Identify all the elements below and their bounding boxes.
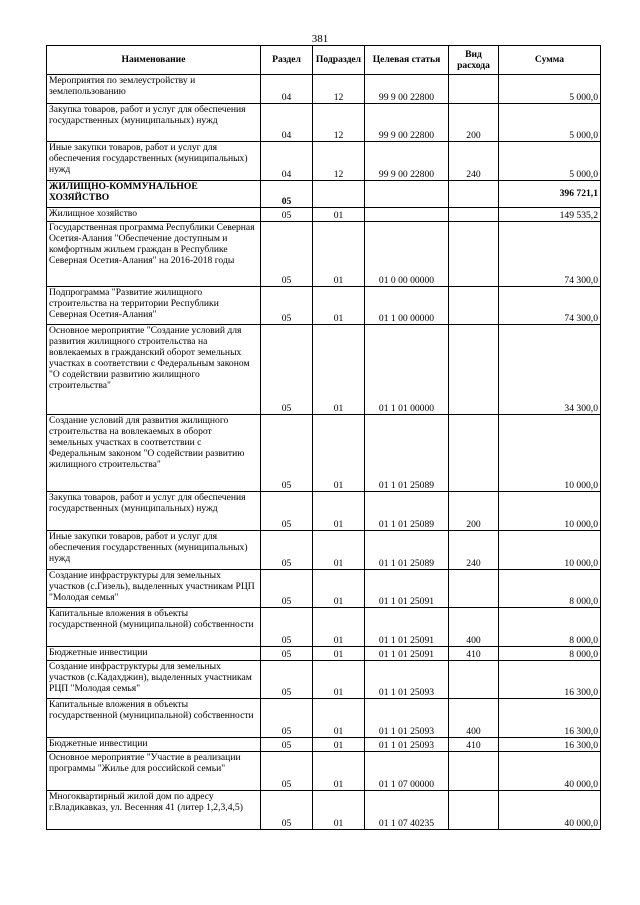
cell-target: 99 9 00 22800 [365, 142, 449, 181]
table-row [47, 570, 601, 608]
cell-subsection: 12 [313, 75, 365, 104]
cell-section: 05 [261, 531, 313, 570]
table-row [47, 791, 601, 830]
cell-section: 05 [261, 208, 313, 222]
cell-expense-type: 200 [449, 492, 499, 531]
cell-name: ЖИЛИЩНО-КОММУНАЛЬНОЕ ХОЗЯЙСТВО [47, 181, 261, 208]
cell-subsection: 01 [313, 647, 365, 661]
cell-target: 01 0 00 00000 [365, 222, 449, 287]
header-subsection: Подраздел [313, 46, 365, 75]
cell-expense-type: 240 [449, 531, 499, 570]
cell-amount: 8 000,0 [499, 570, 601, 608]
cell-section: 05 [261, 492, 313, 531]
cell-subsection: 01 [313, 415, 365, 492]
cell-amount: 74 300,0 [499, 222, 601, 287]
cell-expense-type [449, 570, 499, 608]
cell-target: 01 1 01 25089 [365, 531, 449, 570]
cell-target: 01 1 01 00000 [365, 325, 449, 415]
cell-subsection: 01 [313, 661, 365, 699]
cell-name: Создание инфраструктуры для земельных участков (с.Гизель), выделенных участникам РЦП "Молодая семья" [47, 570, 261, 608]
cell-subsection: 01 [313, 791, 365, 830]
cell-name: Закупка товаров, работ и услуг для обеспечения государственных (муниципальных) нужд [47, 104, 261, 142]
cell-expense-type [449, 208, 499, 222]
cell-target: 01 1 01 25091 [365, 647, 449, 661]
header-expense-type: Вид расхода [449, 46, 499, 75]
cell-target: 01 1 01 25091 [365, 608, 449, 647]
table-row [47, 415, 601, 492]
cell-section: 05 [261, 608, 313, 647]
table-row [47, 222, 601, 287]
cell-expense-type [449, 287, 499, 325]
cell-section: 04 [261, 75, 313, 104]
cell-subsection: 12 [313, 142, 365, 181]
cell-target: 01 1 01 25089 [365, 492, 449, 531]
cell-section: 05 [261, 570, 313, 608]
cell-amount: 16 300,0 [499, 661, 601, 699]
cell-subsection: 01 [313, 699, 365, 738]
cell-target: 01 1 07 40235 [365, 791, 449, 830]
table-row [47, 492, 601, 531]
cell-target: 01 1 01 25091 [365, 570, 449, 608]
cell-name: Подпрограмма "Развитие жилищного строительства на территории Республики Северная Осетия-Алания" [47, 287, 261, 325]
table-row [47, 738, 601, 752]
cell-name: Жилищное хозяйство [47, 208, 261, 222]
cell-section: 05 [261, 699, 313, 738]
cell-amount: 396 721,1 [499, 181, 601, 208]
cell-section: 05 [261, 647, 313, 661]
cell-expense-type: 410 [449, 647, 499, 661]
table-row [47, 531, 601, 570]
cell-amount: 8 000,0 [499, 608, 601, 647]
header-name: Наименование [47, 46, 261, 75]
cell-name: Мероприятия по землеустройству и землепользованию [47, 75, 261, 104]
cell-amount: 34 300,0 [499, 325, 601, 415]
cell-section: 05 [261, 325, 313, 415]
table-row [47, 608, 601, 647]
cell-name: Государственная программа Республики Северная Осетия-Алания "Обеспечение доступным и комфортным жильем граждан в Республике Северная Осетия-Алания" на 2016-2018 годы [47, 222, 261, 287]
cell-target: 01 1 01 25093 [365, 699, 449, 738]
cell-section: 05 [261, 752, 313, 791]
cell-subsection: 01 [313, 492, 365, 531]
cell-amount: 40 000,0 [499, 752, 601, 791]
cell-amount: 5 000,0 [499, 104, 601, 142]
cell-section: 05 [261, 791, 313, 830]
cell-amount: 74 300,0 [499, 287, 601, 325]
cell-name: Создание инфраструктуры для земельных участков (с.Кадахджин), выделенных участникам РЦП "Молодая семья" [47, 661, 261, 699]
table-row [47, 325, 601, 415]
cell-expense-type: 240 [449, 142, 499, 181]
cell-expense-type [449, 75, 499, 104]
cell-subsection: 01 [313, 531, 365, 570]
cell-amount: 149 535,2 [499, 208, 601, 222]
cell-expense-type [449, 325, 499, 415]
cell-section: 05 [261, 181, 313, 208]
cell-section: 04 [261, 142, 313, 181]
cell-expense-type: 400 [449, 608, 499, 647]
cell-subsection: 01 [313, 287, 365, 325]
cell-expense-type [449, 222, 499, 287]
header-row [47, 46, 601, 75]
header-target: Целевая статья [365, 46, 449, 75]
cell-name: Иные закупки товаров, работ и услуг для обеспечения государственных (муниципальных) нужд [47, 531, 261, 570]
table-row [47, 661, 601, 699]
cell-target: 01 1 07 00000 [365, 752, 449, 791]
header-section: Раздел [261, 46, 313, 75]
cell-amount: 10 000,0 [499, 492, 601, 531]
cell-name: Основное мероприятие "Участие в реализации программы "Жилье для российской семьи" [47, 752, 261, 791]
cell-expense-type: 200 [449, 104, 499, 142]
table-row [47, 699, 601, 738]
cell-name: Основное мероприятие "Создание условий для развития жилищного строительства на вовлекаемых в гражданский оборот земельных участках в соответствии с Федеральным законом "О содействии развитию жилищного строительства" [47, 325, 261, 415]
cell-section: 05 [261, 415, 313, 492]
cell-section: 05 [261, 738, 313, 752]
cell-target: 01 1 01 25089 [365, 415, 449, 492]
cell-target [365, 181, 449, 208]
table-row [47, 287, 601, 325]
cell-amount: 16 300,0 [499, 699, 601, 738]
cell-amount: 40 000,0 [499, 791, 601, 830]
cell-name: Капитальные вложения в объекты государственной (муниципальной) собственности [47, 699, 261, 738]
cell-subsection: 12 [313, 104, 365, 142]
header-amount: Сумма [499, 46, 601, 75]
table-row [47, 142, 601, 181]
cell-subsection: 01 [313, 608, 365, 647]
cell-subsection: 01 [313, 738, 365, 752]
cell-target: 01 1 01 25093 [365, 661, 449, 699]
cell-expense-type [449, 791, 499, 830]
table-row [47, 75, 601, 104]
cell-subsection: 01 [313, 222, 365, 287]
cell-subsection: 01 [313, 570, 365, 608]
cell-subsection [313, 181, 365, 208]
cell-amount: 8 000,0 [499, 647, 601, 661]
cell-subsection: 01 [313, 208, 365, 222]
cell-name: Иные закупки товаров, работ и услуг для обеспечения государственных (муниципальных) нужд [47, 142, 261, 181]
cell-section: 05 [261, 287, 313, 325]
cell-expense-type [449, 661, 499, 699]
cell-target: 99 9 00 22800 [365, 104, 449, 142]
budget-table [46, 45, 601, 830]
cell-expense-type [449, 752, 499, 791]
cell-subsection: 01 [313, 325, 365, 415]
cell-target [365, 208, 449, 222]
cell-name: Капитальные вложения в объекты государственной (муниципальной) собственности [47, 608, 261, 647]
cell-subsection: 01 [313, 752, 365, 791]
cell-expense-type: 410 [449, 738, 499, 752]
cell-amount: 5 000,0 [499, 75, 601, 104]
cell-expense-type: 400 [449, 699, 499, 738]
cell-expense-type [449, 415, 499, 492]
cell-amount: 5 000,0 [499, 142, 601, 181]
cell-amount: 10 000,0 [499, 415, 601, 492]
cell-section: 05 [261, 661, 313, 699]
cell-amount: 16 300,0 [499, 738, 601, 752]
table-row [47, 647, 601, 661]
cell-section: 05 [261, 222, 313, 287]
cell-amount: 10 000,0 [499, 531, 601, 570]
cell-name: Бюджетные инвестиции [47, 647, 261, 661]
cell-target: 99 9 00 22800 [365, 75, 449, 104]
table-row [47, 752, 601, 791]
table-row [47, 208, 601, 222]
cell-expense-type [449, 181, 499, 208]
table-row [47, 181, 601, 208]
cell-section: 04 [261, 104, 313, 142]
cell-name: Создание условий для развития жилищного строительства на вовлекаемых в оборот земельных участках в соответствии с Федеральным законом "О содействии развитию жилищного строительства" [47, 415, 261, 492]
page-number: 381 [311, 33, 329, 45]
table-row [47, 104, 601, 142]
cell-target: 01 1 00 00000 [365, 287, 449, 325]
cell-name: Бюджетные инвестиции [47, 738, 261, 752]
cell-target: 01 1 01 25093 [365, 738, 449, 752]
cell-name: Закупка товаров, работ и услуг для обеспечения государственных (муниципальных) нужд [47, 492, 261, 531]
cell-name: Многоквартирный жилой дом по адресу г.Владикавказ, ул. Весенняя 41 (литер 1,2,3,4,5) [47, 791, 261, 830]
